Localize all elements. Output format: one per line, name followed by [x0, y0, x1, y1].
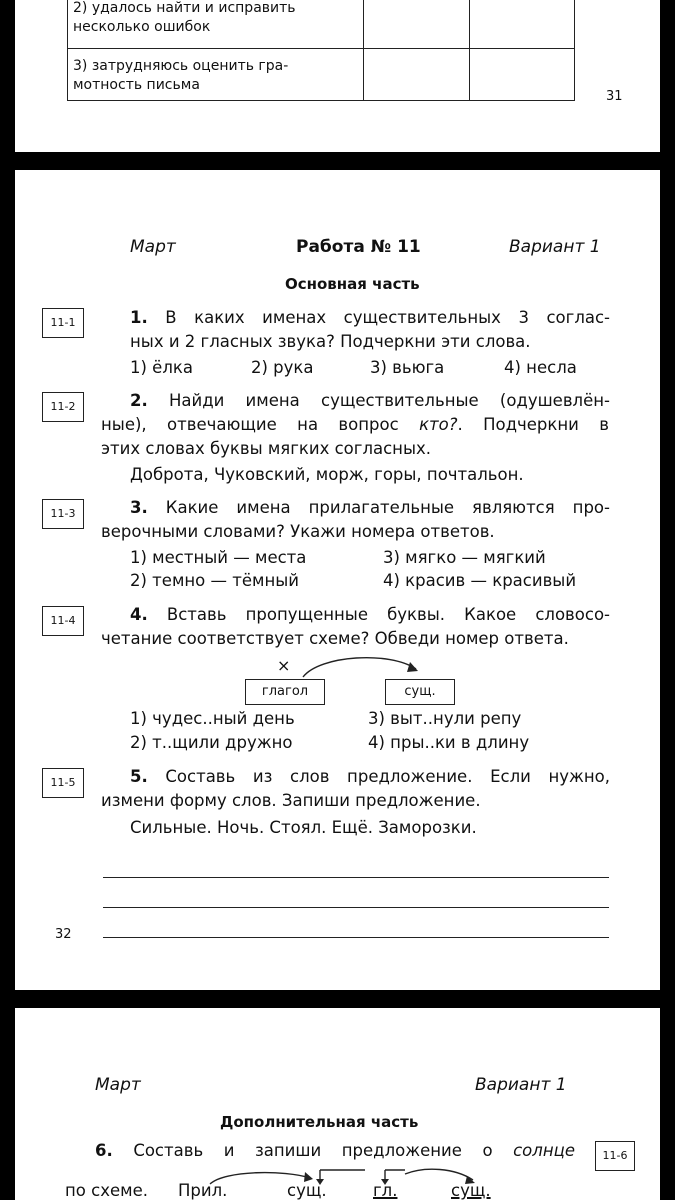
option-4: 4) пры..ки в длину [368, 733, 530, 752]
row-text-line: 3) затрудняюсь оценить гра- [73, 58, 289, 74]
table-row [68, 0, 575, 49]
schema-word-adj: Прил. [178, 1181, 228, 1200]
task-2-line-1 [130, 389, 610, 413]
schema-box-verb: глагол [245, 679, 325, 705]
task-tag-11-4: 11-4 [42, 606, 84, 636]
option-1: 1) местный — места [130, 548, 307, 567]
answer-line[interactable] [103, 937, 609, 938]
option-2: 2) рука [251, 358, 314, 377]
task-tag-11-3: 11-3 [42, 499, 84, 529]
page-31-fragment [15, 0, 660, 152]
task-6-prefix: по схеме. [65, 1181, 148, 1200]
task-tag-11-5: 11-5 [42, 768, 84, 798]
task-line: Найди имена существительные (одушевлён- [168, 391, 610, 410]
task-number: 1. [130, 308, 148, 327]
task-6-line-1 [95, 1139, 575, 1163]
cross-mark: × [277, 656, 291, 675]
task-tag-11-6: 11-6 [595, 1141, 635, 1171]
option-2: 2) темно — тёмный [130, 571, 300, 590]
table-cell-empty [364, 49, 469, 101]
task-number: 5. [130, 767, 148, 786]
month-label: Март [95, 1075, 141, 1095]
page-number: 32 [55, 927, 72, 942]
option-2: 2) т..щили дружно [130, 733, 293, 752]
task-3-line-2: верочными словами? Укажи номера ответов. [101, 522, 495, 541]
page-number: 31 [606, 89, 623, 104]
task-line-part: . Подчеркни в [457, 415, 609, 434]
schema-word-noun: сущ. [287, 1181, 327, 1200]
task-line: Вставь пропущенные буквы. Какое словосо- [166, 605, 610, 624]
option-3: 3) мягко — мягкий [383, 548, 546, 567]
option-4: 4) несла [504, 358, 577, 377]
row-text-line: 2) удалось найти и исправить [73, 0, 296, 16]
task-line-italic: кто? [419, 415, 458, 434]
section-title: Основная часть [285, 275, 420, 293]
task-2-line-2 [101, 413, 609, 437]
task-line-part: Составь и запиши предложение о [133, 1141, 514, 1160]
task-tag-11-2: 11-2 [42, 392, 84, 422]
option-4: 4) красив — красивый [383, 571, 577, 590]
task-number: 2. [130, 391, 148, 410]
option-1: 1) чудес..ный день [130, 709, 295, 728]
task-3-line-1 [130, 496, 610, 520]
task-4-line-2: четание соответствует схеме? Обведи номер ответа. [101, 629, 569, 648]
schema-word-verb: гл. [373, 1181, 398, 1200]
table-cell [68, 0, 364, 49]
task-line-part: ные), отвечающие на вопрос [101, 415, 420, 434]
task-line: Составь из слов предложение. Если нужно, [165, 767, 611, 786]
task-4-line-1 [130, 603, 610, 627]
task-5-line-2: измени форму слов. Запиши предложение. [101, 791, 481, 810]
task-2-words: Доброта, Чуковский, морж, горы, почтальон. [130, 465, 524, 484]
table-cell-empty [469, 49, 574, 101]
variant-label: Вариант 1 [475, 1075, 567, 1095]
page-33-fragment [15, 1008, 660, 1200]
answer-line[interactable] [103, 907, 609, 908]
task-5-words: Сильные. Ночь. Стоял. Ещё. Заморозки. [130, 818, 477, 837]
task-number: 6. [95, 1141, 113, 1160]
task-5-line-1 [130, 765, 610, 789]
table-cell-empty [364, 0, 469, 49]
answer-line[interactable] [103, 877, 609, 878]
table-cell [68, 49, 364, 101]
option-1: 1) ёлка [130, 358, 193, 377]
task-2-line-3: этих словах буквы мягких согласных. [101, 439, 431, 458]
variant-label: Вариант 1 [509, 237, 601, 257]
page-32 [15, 170, 660, 990]
row-text-line: мотность письма [73, 77, 200, 93]
task-line: В каких именах существительных 3 соглас- [165, 308, 610, 327]
task-1-text [130, 306, 610, 330]
task-1-line-2: ных и 2 гласных звука? Подчеркни эти слова. [130, 332, 531, 351]
task-line-italic: солнце [513, 1141, 575, 1160]
schema-word-noun-2: сущ. [451, 1181, 491, 1200]
option-3: 3) выт..нули репу [368, 709, 522, 728]
row-text-line: несколько ошибок [73, 19, 211, 35]
task-number: 3. [130, 498, 148, 517]
month-label: Март [130, 237, 176, 257]
task-line: Какие имена прилагательные являются про- [165, 498, 610, 517]
table-cell-empty [469, 0, 574, 49]
section-title: Дополнительная часть [220, 1113, 419, 1131]
work-title: Работа № 11 [296, 237, 421, 257]
task-number: 4. [130, 605, 148, 624]
table-row [68, 49, 575, 101]
task-tag-11-1: 11-1 [42, 308, 84, 338]
schema-arc-arrow [300, 653, 430, 681]
self-assessment-table [67, 0, 575, 101]
option-3: 3) вьюга [370, 358, 445, 377]
schema-box-noun: сущ. [385, 679, 455, 705]
